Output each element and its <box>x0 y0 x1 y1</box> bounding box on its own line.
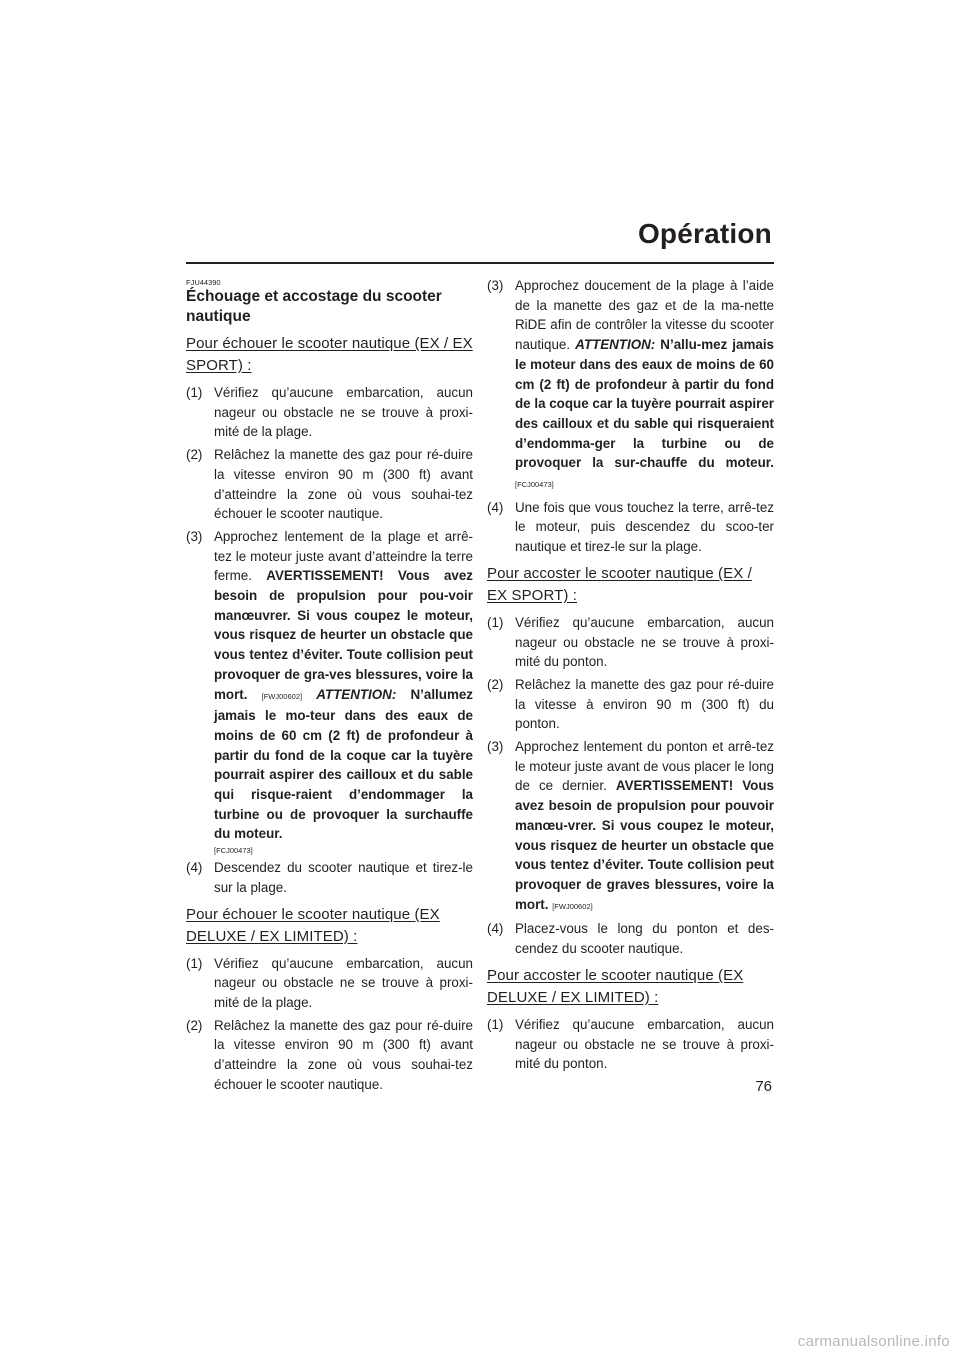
header-divider <box>186 262 774 264</box>
steps-beach-ex <box>186 383 473 898</box>
list-item: (4) Descendez du scooter nautique et tirez-le sur la plage. <box>186 860 473 895</box>
list-item: (1) Vérifiez qu’aucune embarcation, aucun nageur ou obstacle ne se trouve à proxi-mité de la plage. <box>186 385 473 440</box>
warning-code: [FWJ00602] <box>552 901 593 911</box>
attention-label: ATTENTION: <box>575 337 656 353</box>
section-code: FJU44390 <box>186 278 221 287</box>
steps-beach-deluxe-continued <box>487 276 774 557</box>
subheading-dock-ex: Pour accoster le scooter nautique (EX / EX SPORT) : <box>487 564 752 604</box>
page-number: 76 <box>755 1078 772 1095</box>
list-item: (1) Vérifiez qu’aucune embarcation, aucun nageur ou obstacle ne se trouve à proxi-mité du ponton. <box>487 1016 774 1072</box>
steps-dock-deluxe <box>487 1015 774 1074</box>
warning-code: [FWJ00602] <box>261 691 303 701</box>
list-item: (4) Placez-vous le long du ponton et des-cendez du scooter nautique. <box>487 921 774 957</box>
list-item: (1) Vérifiez qu’aucune embarcation, aucun nageur ou obstacle ne se trouve à proxi-mité du ponton. <box>487 614 774 670</box>
list-item: (2) Relâchez la manette des gaz pour ré-duire la vitesse environ 90 m (300 ft) avant d’atteindre la zone où vous souhai-tez échouer le scooter nautique. <box>186 447 473 522</box>
list-item: (2) Relâchez la manette des gaz pour ré-duire la vitesse à environ 90 m (300 ft) du ponton. <box>487 676 774 732</box>
subheading-dock-deluxe: Pour accoster le scooter nautique (EX DELUXE / EX LIMITED) : <box>487 966 744 1006</box>
section-title: Échouage et accostage du scooter nautique <box>186 288 442 325</box>
list-item: (3) Approchez lentement du ponton et arrê-tez le moteur juste avant de vous placer le long de ce dernier. AVERTISSEMENT! Vous avez besoin de propulsion pour pouvoir manœu-vrer. Si vous coupez le moteur, vous risquez de heurter un obstacle que vous tentez d’éviter. Toute collision peut provoquer de graves blessures, voire la mort. [FWJ00602] <box>487 739 774 912</box>
left-column <box>186 276 473 1101</box>
list-item: (1) Vérifiez qu’aucune embarcation, aucun nageur ou obstacle ne se trouve à proxi-mité de la plage. <box>186 955 473 1010</box>
subheading-beach-ex: Pour échouer le scooter nautique (EX / EX SPORT) : <box>186 335 473 374</box>
list-item: (3) Approchez lentement de la plage et arrê-tez le moteur juste avant d’atteindre la terre ferme. AVERTISSEMENT! Vous avez besoin de propulsion pour pou-voir manœuvrer. Si vous coupez le moteur, vous risquez de heurter un obstacle que vous tentez d’éviter. Toute collision peut provoquer de gra-ves blessures, voire la mort. [FWJ00602] ATTENTION: N’allumez jamais le mo-teur dans des eaux de moins de 60 cm (2 ft) de profondeur à partir du fond de la coque car la tuyère pourrait aspirer des cailloux et du sable qui risque-raient d’endommager la turbine ou de provoquer la surchauffe du moteur. [FCJ00473] <box>186 528 473 856</box>
page-title: Opération <box>637 218 772 249</box>
attention-label: ATTENTION: <box>316 686 397 702</box>
attention-text: N’allumez jamais le mo-teur dans des eaux de moins de 60 cm (2 ft) de profondeur à partir du fond de la coque car la tuyère pourrait aspirer des cailloux et du sable qui risque-raient d’endommager la turbine ou de provoquer la surchauffe du moteur. <box>214 686 473 842</box>
list-item: (3) Approchez doucement de la plage à l’aide de la manette des gaz et de la ma-nette RiDE afin de contrôler la vitesse du scooter nautique. ATTENTION: N’allu-mez jamais le moteur dans des eaux de moins de 60 cm (2 ft) de profondeur à partir du fond de la coque car la tuyère pourrait aspirer des cailloux et du sable qui risqueraient d’endomma-ger la turbine ou de provoquer la sur-chauffe du moteur. [FCJ00473] <box>487 278 774 490</box>
warning-text: AVERTISSEMENT! Vous avez besoin de propulsion pour pouvoir manœu-vrer. Si vous coupez le moteur, vous risquez de heurter un obstacle que vous tentez d’éviter. Toute collision peut provoquer de graves blessures, voire la mort. <box>515 778 774 912</box>
subheading-beach-deluxe: Pour échouer le scooter nautique (EX DELUXE / EX LIMITED) : <box>186 905 440 945</box>
steps-dock-ex <box>487 613 774 959</box>
list-item: (2) Relâchez la manette des gaz pour ré-duire la vitesse environ 90 m (300 ft) avant d’atteindre la zone où vous souhai-tez échouer le scooter nautique. <box>186 1017 473 1092</box>
watermark: carmanualsonline.info <box>797 1333 950 1350</box>
steps-beach-deluxe <box>186 954 473 1095</box>
list-item: (4) Une fois que vous touchez la terre, arrê-tez le moteur, puis descendez du scoo-ter nautique et tirez-le sur la plage. <box>487 499 774 555</box>
attention-text: N’allu-mez jamais le moteur dans des eaux de moins de 60 cm (2 ft) de profondeur à partir du fond de la coque car la tuyère pourrait aspirer des cailloux et du sable qui risqueraient d’endomma-ger la turbine ou de provoquer la sur-chauffe du moteur. <box>515 337 774 471</box>
attention-code: [FCJ00473] <box>214 846 253 856</box>
warning-text: AVERTISSEMENT! Vous avez besoin de propulsion pour pou-voir manœuvrer. Si vous coupez le moteur, vous risquez de heurter un obstacle que vous tentez d’éviter. Toute collision peut provoquer de gra-ves blessures, voire la mort. <box>214 568 473 702</box>
right-column <box>487 276 774 1080</box>
attention-code: [FCJ00473] <box>515 480 554 490</box>
